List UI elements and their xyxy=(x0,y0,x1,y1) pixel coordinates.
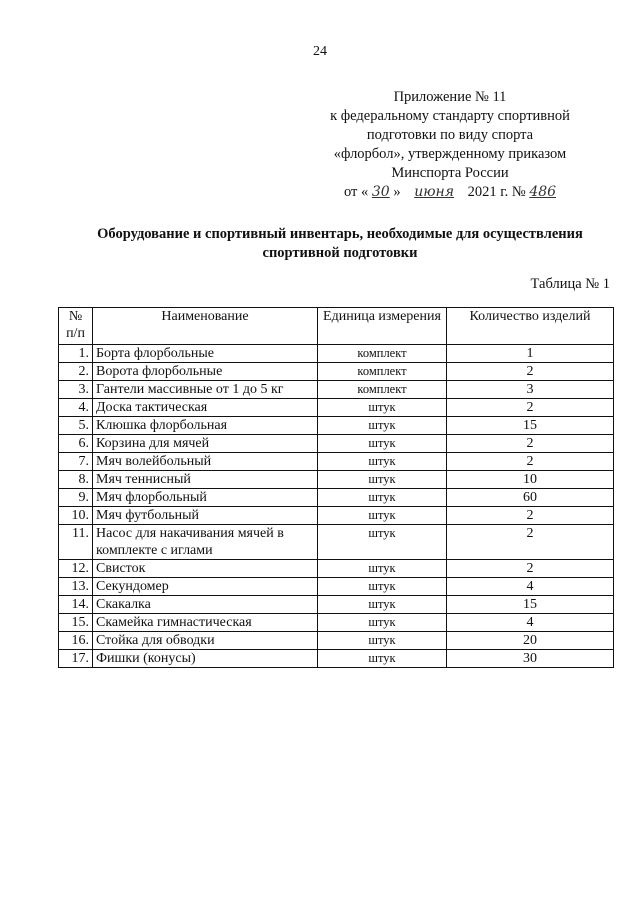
row-num: 2. xyxy=(59,363,93,381)
row-name: Стойка для обводки xyxy=(93,632,318,650)
appendix-block xyxy=(300,88,600,202)
table-row xyxy=(59,381,614,399)
order-date-line xyxy=(300,183,600,202)
row-qty: 2 xyxy=(447,560,614,578)
row-unit: штук xyxy=(318,560,447,578)
row-unit: штук xyxy=(318,417,447,435)
row-qty: 2 xyxy=(447,435,614,453)
table-row xyxy=(59,614,614,632)
table-row xyxy=(59,596,614,614)
appendix-line-3: подготовки по виду спорта xyxy=(366,127,534,143)
row-name: Свисток xyxy=(93,560,318,578)
table-row xyxy=(59,560,614,578)
row-qty: 10 xyxy=(447,471,614,489)
title-line-1: Оборудование и спортивный инвентарь, необходимые для осуществления xyxy=(97,226,583,242)
table-row xyxy=(59,507,614,525)
row-name: Клюшка флорбольная xyxy=(93,417,318,435)
row-num: 9. xyxy=(59,489,93,507)
row-qty: 2 xyxy=(447,453,614,471)
row-num: 12. xyxy=(59,560,93,578)
page-number: 24 xyxy=(313,44,327,59)
row-num: 1. xyxy=(59,345,93,363)
row-name: Скакалка xyxy=(93,596,318,614)
order-number: 486 xyxy=(529,184,557,200)
row-num: 10. xyxy=(59,507,93,525)
date-prefix: от « xyxy=(343,184,369,200)
table-row xyxy=(59,650,614,668)
row-name: Мяч флорбольный xyxy=(93,489,318,507)
table-row xyxy=(59,578,614,596)
row-qty: 1 xyxy=(447,345,614,363)
table-row xyxy=(59,417,614,435)
row-name: Ворота флорбольные xyxy=(93,363,318,381)
appendix-line-4: «флорбол», утвержденному приказом xyxy=(333,146,567,162)
appendix-line-1: Приложение № 11 xyxy=(393,89,507,105)
table-row xyxy=(59,632,614,650)
row-unit: комплект xyxy=(318,363,447,381)
row-name: Мяч волейбольный xyxy=(93,453,318,471)
appendix-line-2: к федеральному стандарту спортивной xyxy=(330,108,570,124)
date-mid: » xyxy=(393,184,401,200)
table-caption: Таблица № 1 xyxy=(530,276,610,292)
date-year: 2021 г. № xyxy=(467,184,526,200)
row-name: Фишки (конусы) xyxy=(93,650,318,668)
table-header-row xyxy=(59,308,614,345)
row-unit: комплект xyxy=(318,381,447,399)
table-row xyxy=(59,471,614,489)
row-unit: штук xyxy=(318,489,447,507)
row-qty: 30 xyxy=(447,650,614,668)
header-name: Наименование xyxy=(93,308,318,345)
row-qty: 4 xyxy=(447,578,614,596)
row-name: Мяч теннисный xyxy=(93,471,318,489)
row-qty: 3 xyxy=(447,381,614,399)
row-name: Борта флорбольные xyxy=(93,345,318,363)
table-row xyxy=(59,453,614,471)
row-unit: штук xyxy=(318,578,447,596)
row-unit: штук xyxy=(318,471,447,489)
row-name: Корзина для мячей xyxy=(93,435,318,453)
row-num: 14. xyxy=(59,596,93,614)
row-qty: 2 xyxy=(447,507,614,525)
row-qty: 2 xyxy=(447,399,614,417)
row-num: 15. xyxy=(59,614,93,632)
header-qty: Количество изделий xyxy=(447,308,614,345)
row-unit: штук xyxy=(318,596,447,614)
table-body xyxy=(59,345,614,668)
table-row xyxy=(59,399,614,417)
row-qty: 2 xyxy=(447,525,614,560)
row-qty: 15 xyxy=(447,417,614,435)
row-qty: 20 xyxy=(447,632,614,650)
equipment-table xyxy=(58,307,614,668)
row-unit: штук xyxy=(318,435,447,453)
row-num: 6. xyxy=(59,435,93,453)
row-name: Насос для накачивания мячей в комплекте с иглами xyxy=(93,525,318,560)
row-num: 7. xyxy=(59,453,93,471)
row-name: Секундомер xyxy=(93,578,318,596)
table-row xyxy=(59,345,614,363)
header-num: № п/п xyxy=(59,308,93,345)
title-line-2: спортивной подготовки xyxy=(262,245,418,261)
row-unit: комплект xyxy=(318,345,447,363)
row-unit: штук xyxy=(318,399,447,417)
row-qty: 4 xyxy=(447,614,614,632)
appendix-line-5: Минспорта России xyxy=(391,165,509,181)
row-name: Доска тактическая xyxy=(93,399,318,417)
table-row xyxy=(59,489,614,507)
row-name: Мяч футбольный xyxy=(93,507,318,525)
row-qty: 2 xyxy=(447,363,614,381)
row-unit: штук xyxy=(318,507,447,525)
row-unit: штук xyxy=(318,650,447,668)
date-month: июня xyxy=(414,184,455,200)
row-num: 16. xyxy=(59,632,93,650)
table-row xyxy=(59,363,614,381)
row-num: 4. xyxy=(59,399,93,417)
row-unit: штук xyxy=(318,614,447,632)
row-num: 11. xyxy=(59,525,93,560)
table-row xyxy=(59,525,614,560)
header-unit: Единица измерения xyxy=(318,308,447,345)
row-unit: штук xyxy=(318,453,447,471)
row-name: Гантели массивные от 1 до 5 кг xyxy=(93,381,318,399)
date-day: 30 xyxy=(371,184,390,200)
document-title xyxy=(40,225,640,263)
row-num: 5. xyxy=(59,417,93,435)
row-num: 17. xyxy=(59,650,93,668)
row-unit: штук xyxy=(318,525,447,560)
table-row xyxy=(59,435,614,453)
row-num: 3. xyxy=(59,381,93,399)
row-qty: 60 xyxy=(447,489,614,507)
row-unit: штук xyxy=(318,632,447,650)
row-num: 8. xyxy=(59,471,93,489)
row-qty: 15 xyxy=(447,596,614,614)
row-name: Скамейка гимнастическая xyxy=(93,614,318,632)
row-num: 13. xyxy=(59,578,93,596)
